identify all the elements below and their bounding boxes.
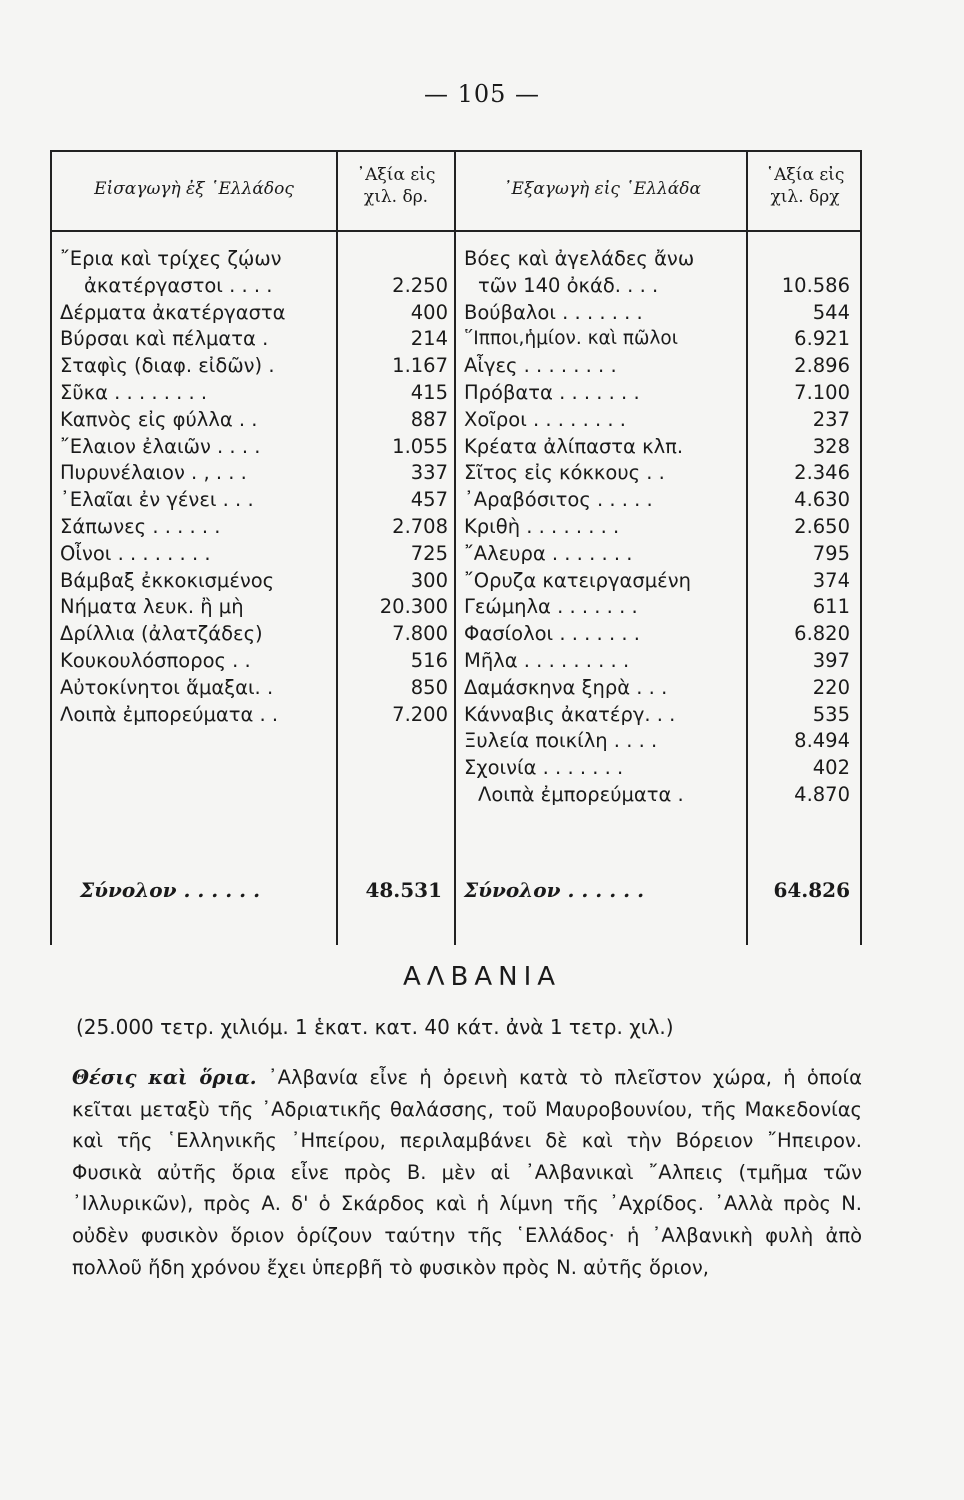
export-total-label: Σύνολον . . . . . . [464,878,645,902]
import-label: Σάπωνες . . . . . . [60,514,221,538]
table-right-rule [860,150,862,945]
import-value: 214 [410,327,448,351]
export-header: ᾿Εξαγωγὴ εἰς ῾Ελλάδα [503,179,701,199]
export-value: 795 [812,541,850,565]
paragraph-lead: Θέσις καὶ ὅρια. [72,1066,257,1089]
import-value: 457 [410,488,448,512]
import-value-header: ᾿Αξία εἰς χιλ. δρ. [356,165,436,207]
export-value: 6.820 [794,622,850,646]
import-value: 1.167 [392,354,448,378]
export-values [750,246,850,809]
export-label: Σῖτος εἰς κόκκους . . [464,461,665,485]
export-value: 220 [812,675,850,699]
export-label: Βόες καὶ ἀγελάδες ἄνω [464,247,695,270]
export-value: 544 [812,300,850,324]
import-value: 400 [410,300,448,324]
import-label: ἀκατέργαστοι . . . . [84,273,273,297]
export-label: Σχοινία . . . . . . . [464,756,624,780]
import-label: Λοιπὰ ἐμπορεύματα . . [60,702,279,726]
import-label: Δρίλλια (ἀλατζάδες) [60,622,263,646]
table-left-rule [50,150,52,945]
page-number: — 105 — [423,80,541,108]
import-value: 415 [410,380,448,404]
paragraph-text: ᾿Αλβανία εἶνε ἡ ὀρεινὴ κατὰ τὸ πλεῖστον χώρα, ἡ ὁποία κεῖται μεταξὺ τῆς ᾿Αδριατικῆς θαλάσσης, τοῦ Μαυροβουνίου, τῆς Μακεδονίας καὶ τῆς ῾Ελληνικῆς ᾿Ηπείρου, περιλαμβάνει δὲ καὶ τὴν Βόρειον ῎Ηπειρον. Φυσικὰ αὐτῆς ὅρια εἶνε πρὸς Β. μὲν αἱ ᾿Αλβανικαὶ ῎Αλπεις (τμῆμα τῶν ᾿Ιλλυρικῶν), πρὸς Α. δ' ὁ Σκάρδος καὶ ἡ λίμνη τῆς ᾿Αχρίδος. ᾿Αλλὰ πρὸς Ν. οὐδὲν φυσικὸν ὅριον ὁρίζουν ταύτην τῆς ῾Ελλάδος· ἡ ᾿Αλβανικὴ φυλὴ ἀπὸ πολλοῦ ἤδη χρόνου ἔχει ὑπερβῆ τὸ φυσικὸν πρὸς Ν. αὐτῆς ὅριον, [72,1066,862,1279]
export-label: Γεώμηλα . . . . . . . [464,595,638,619]
export-label: ῎Αλευρα . . . . . . . [464,541,633,565]
import-value: 7.800 [392,622,448,646]
import-label: Σταφὶς (διαφ. εἰδῶν) . [60,354,275,378]
import-value: 887 [410,407,448,431]
export-total-value: 64.826 [773,878,850,902]
export-value: 4.870 [794,782,850,806]
export-label: Κρέατα ἀλίπαστα κλπ. [464,434,684,458]
export-label: Αἶγες . . . . . . . . [464,354,617,378]
export-value: 402 [812,756,850,780]
export-value-header: ῾Αξία εἰς χιλ. δρχ [765,165,845,207]
import-label: ᾿Ελαῖαι ἐν γένει . . . [60,488,254,512]
export-value: 397 [812,648,850,672]
export-value: 611 [812,595,850,619]
import-values [340,246,448,728]
import-label: Δέρματα ἀκατέργαστα [60,300,286,324]
export-value: 2.346 [794,461,850,485]
import-label: ῎Ερια καὶ τρίχες ζῴων [60,247,282,270]
export-labels [464,246,746,809]
col-divider-3 [746,150,748,945]
export-value [750,246,850,273]
table-top-rule [50,150,862,152]
import-value: 850 [410,675,448,699]
export-value: 8.494 [794,729,850,753]
section-title: ΑΛΒΑΝΙΑ [402,962,562,992]
table-header-rule [50,230,862,232]
import-value: 337 [410,461,448,485]
export-label: Λοιπὰ ἐμπορεύματα . [478,782,684,806]
col-divider-2 [454,150,456,945]
export-value: 2.896 [794,354,850,378]
import-label: Κουκουλόσπορος . . [60,648,251,672]
export-label: ῞Ιπποι,ἡμίον. καὶ πῶλοι [464,328,679,350]
import-label: Βάμβαξ ἐκκοκισμένος [60,568,275,592]
import-value [340,246,448,273]
import-total-value: 48.531 [365,878,442,902]
export-value: 374 [812,568,850,592]
export-label: Χοῖροι . . . . . . . . [464,407,626,431]
import-label: Πυρυνέλαιον . , . . . [60,461,247,485]
export-value: 328 [812,434,850,458]
export-value: 6.921 [794,327,850,351]
import-label: Οἶνοι . . . . . . . . [60,541,211,565]
import-label: ῎Ελαιον ἐλαιῶν . . . . [60,434,261,458]
import-label: Βύρσαι καὶ πέλματα . [60,327,269,351]
export-label: Φασίολοι . . . . . . . [464,622,640,646]
export-label: Βούβαλοι . . . . . . . [464,300,643,324]
export-label: Πρόβατα . . . . . . . [464,380,640,404]
import-header: Εἰσαγωγὴ ἐξ ῾Ελλάδος [94,179,294,199]
import-value: 7.200 [392,702,448,726]
import-label: Νήματα λευκ. ἢ μὴ [60,595,244,619]
import-value: 516 [410,648,448,672]
export-value: 2.650 [794,514,850,538]
export-value: 535 [812,702,850,726]
import-value: 1.055 [392,434,448,458]
export-value: 4.630 [794,488,850,512]
export-label: τῶν 140 ὀκάδ. . . . [478,273,659,297]
export-label: Μῆλα . . . . . . . . . [464,648,630,672]
export-label: Κριθὴ . . . . . . . . [464,514,620,538]
export-value: 10.586 [781,273,850,297]
import-value: 20.300 [379,595,448,619]
export-value: 237 [812,407,850,431]
import-value: 2.250 [392,273,448,297]
import-total-label: Σύνολον . . . . . . [80,878,261,902]
trade-table [50,150,862,945]
export-label: ᾿Αραβόσιτος . . . . . [464,488,653,512]
section-subtitle: (25.000 τετρ. χιλιόμ. 1 ἑκατ. κατ. 40 κάτ. ἀνὰ 1 τετρ. χιλ.) [76,1015,674,1039]
export-value: 7.100 [794,380,850,404]
export-label: ῎Ορυζα κατειργασμένη [464,568,691,592]
import-value: 300 [410,568,448,592]
import-label: Αὐτοκίνητοι ἅμαξαι. . [60,675,274,699]
body-paragraph [72,1062,862,1283]
export-label: Ξυλεία ποικίλη . . . . [464,729,658,753]
import-value: 2.708 [392,514,448,538]
import-label: Καπνὸς εἰς φύλλα . . [60,407,258,431]
import-labels [60,246,334,728]
import-label: Σῦκα . . . . . . . . [60,380,208,404]
import-value: 725 [410,541,448,565]
export-label: Κάνναβις ἀκατέργ. . . [464,702,676,726]
col-divider-1 [336,150,338,945]
export-label: Δαμάσκηνα ξηρὰ . . . [464,675,668,699]
